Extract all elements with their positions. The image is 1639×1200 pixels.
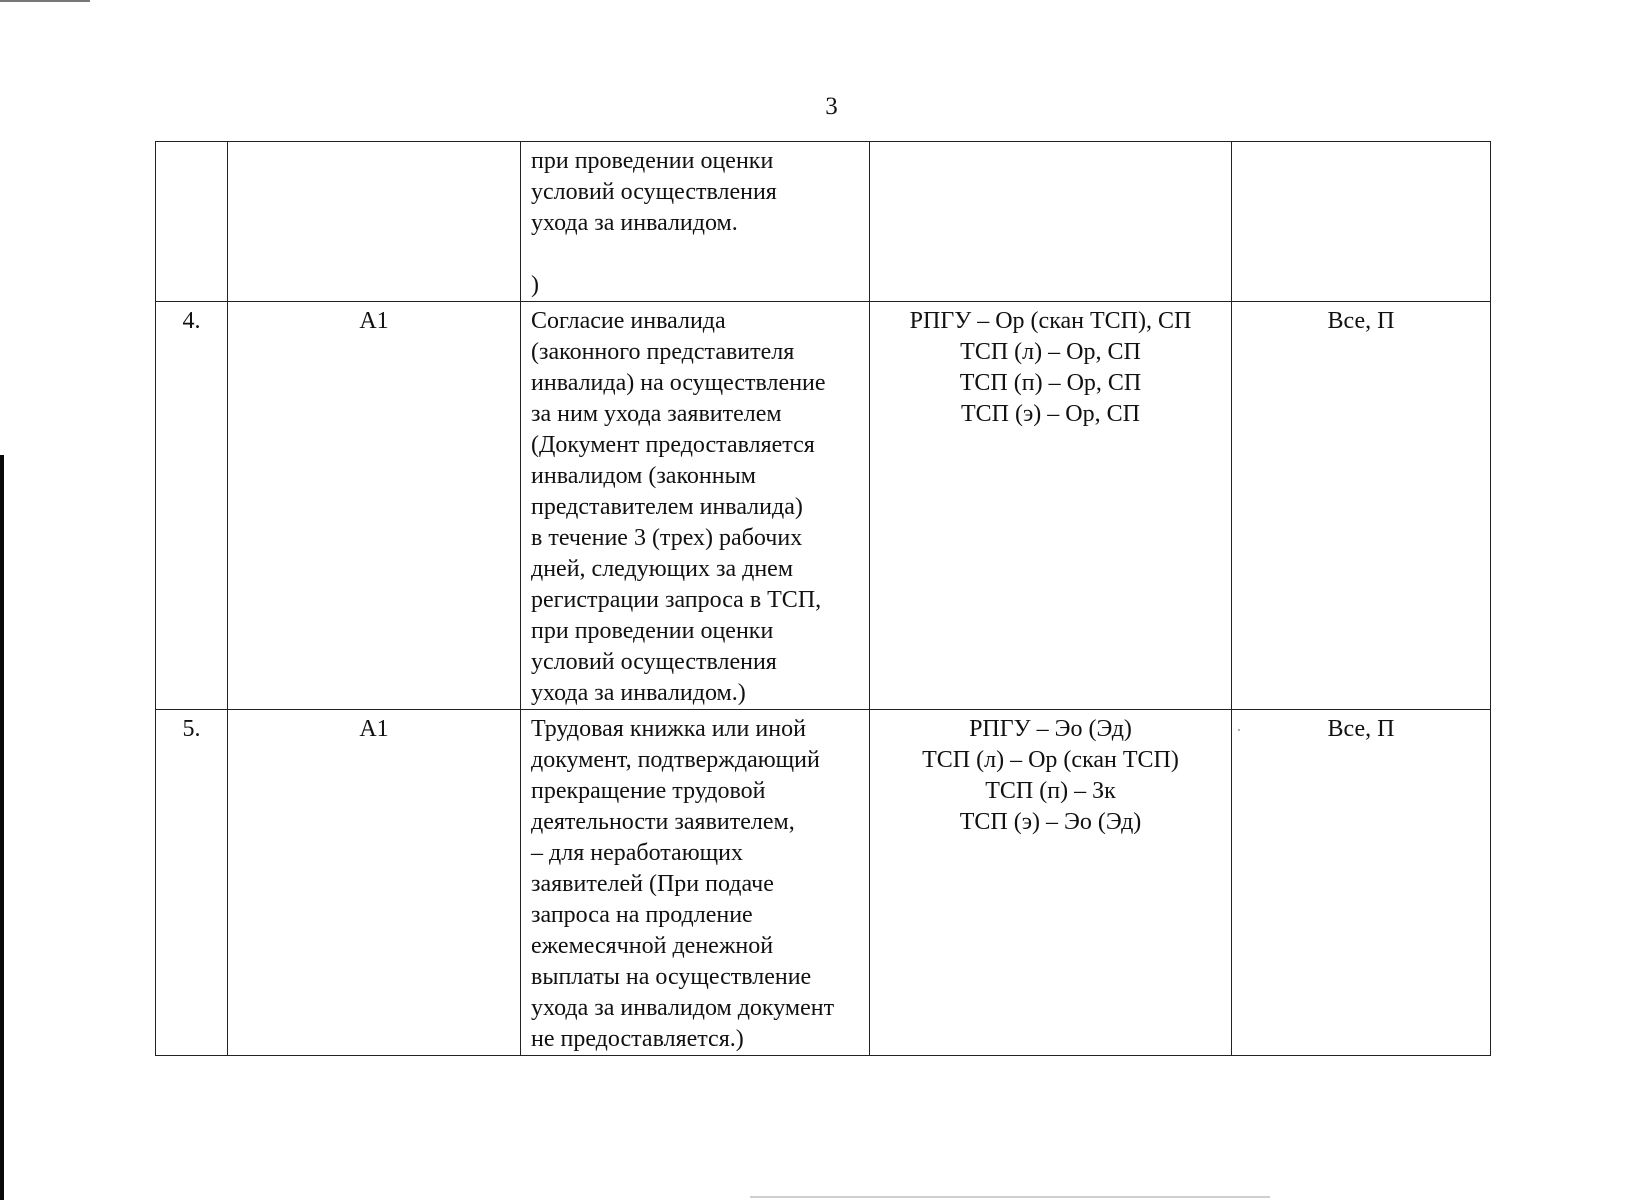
description-line: (Документ предоставляется bbox=[531, 432, 815, 458]
description-line: в течение 3 (трех) рабочих bbox=[531, 525, 803, 551]
description-line: инвалидом (законным bbox=[531, 463, 756, 489]
description-line: ухода за инвалидом. bbox=[531, 210, 738, 236]
description-line: запроса на продление bbox=[531, 902, 753, 928]
submission-line: ТСП (э) – Эо (Эд) bbox=[959, 809, 1142, 835]
description-line: регистрации запроса в ТСП, bbox=[531, 587, 822, 613]
scan-edge-left bbox=[0, 455, 4, 1200]
submission-line: ТСП (п) – Ор, СП bbox=[959, 370, 1142, 396]
document-description-cell bbox=[521, 710, 870, 1056]
row-number-cell: 4. bbox=[156, 302, 228, 710]
description-line: дней, следующих за днем bbox=[531, 556, 794, 582]
description-line: деятельности заявителем, bbox=[531, 809, 795, 835]
document-code-cell bbox=[228, 142, 521, 302]
description-line: инвалида) на осуществление bbox=[531, 370, 826, 396]
description-line: ) bbox=[531, 272, 539, 298]
submission-method-cell bbox=[870, 302, 1232, 710]
description-line: условий осуществления bbox=[531, 649, 777, 675]
scan-edge-top bbox=[0, 0, 90, 2]
document-code-cell: А1 bbox=[228, 302, 521, 710]
applicant-category-cell: Все, П bbox=[1232, 710, 1491, 1056]
description-line: ежемесячной денежной bbox=[531, 933, 774, 959]
description-line: условий осуществления bbox=[531, 179, 777, 205]
table-row-continuation bbox=[156, 142, 1491, 302]
table-row bbox=[156, 710, 1491, 1056]
document-description-cell bbox=[521, 142, 870, 302]
document-table bbox=[155, 141, 1491, 1056]
applicant-category-cell bbox=[1232, 142, 1491, 302]
applicant-category-cell: Все, П bbox=[1232, 302, 1491, 710]
description-line: за ним ухода заявителем bbox=[531, 401, 782, 427]
submission-line: ТСП (л) – Ор, СП bbox=[960, 339, 1141, 365]
submission-line: РПГУ – Эо (Эд) bbox=[969, 716, 1132, 742]
description-line: представителем инвалида) bbox=[531, 494, 803, 520]
description-line: Трудовая книжка или иной bbox=[531, 716, 806, 742]
submission-line: ТСП (л) – Ор (скан ТСП) bbox=[922, 747, 1179, 773]
description-line: не предоставляется.) bbox=[531, 1026, 744, 1052]
document-description-cell bbox=[521, 302, 870, 710]
row-number-cell bbox=[156, 142, 228, 302]
table-row bbox=[156, 302, 1491, 710]
description-line: ухода за инвалидом документ bbox=[531, 995, 835, 1021]
submission-method-cell bbox=[870, 142, 1232, 302]
description-line: (законного представителя bbox=[531, 339, 795, 365]
row-number-cell: 5. bbox=[156, 710, 228, 1056]
submission-line: ТСП (п) – Зк bbox=[985, 778, 1116, 804]
description-line: – для неработающих bbox=[531, 840, 743, 866]
description-line: Согласие инвалида bbox=[531, 308, 726, 334]
submission-line: ТСП (э) – Ор, СП bbox=[961, 401, 1140, 427]
description-line: выплаты на осуществление bbox=[531, 964, 812, 990]
description-line: при проведении оценки bbox=[531, 148, 774, 174]
document-code-cell: А1 bbox=[228, 710, 521, 1056]
description-line: ухода за инвалидом.) bbox=[531, 680, 746, 706]
description-line: при проведении оценки bbox=[531, 618, 774, 644]
submission-line: РПГУ – Ор (скан ТСП), СП bbox=[909, 308, 1192, 334]
submission-method-cell bbox=[870, 710, 1232, 1056]
description-line: документ, подтверждающий bbox=[531, 747, 820, 773]
description-line: прекращение трудовой bbox=[531, 778, 766, 804]
description-line: заявителей (При подаче bbox=[531, 871, 774, 897]
scan-edge-bottom bbox=[750, 1196, 1270, 1198]
description-line bbox=[531, 239, 859, 270]
page-number: 3 bbox=[825, 93, 838, 120]
